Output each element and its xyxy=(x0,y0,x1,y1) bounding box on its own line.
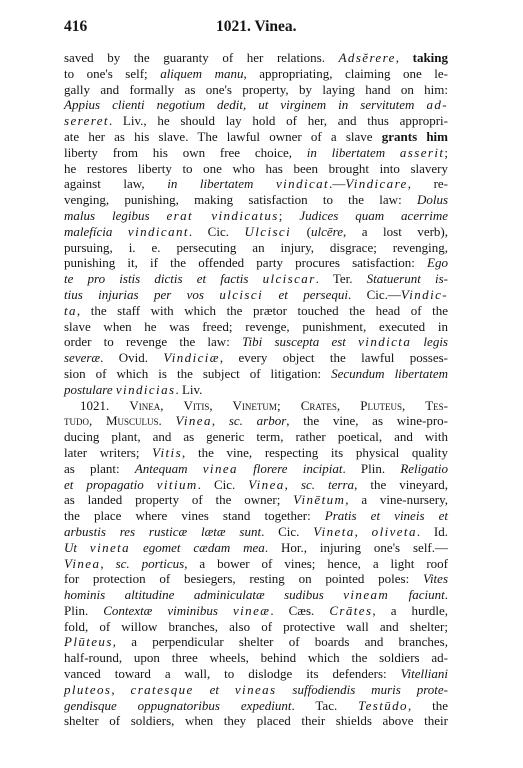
text-run: gally and formally as one's property, by laying hand on him: xyxy=(64,81,448,97)
text-line xyxy=(64,113,448,129)
text-line xyxy=(64,366,448,382)
text-line xyxy=(64,413,448,429)
text-run: grants him xyxy=(381,128,448,144)
text-run: , the vineyard, xyxy=(354,476,448,492)
text-run: ( xyxy=(291,223,311,239)
text-run: , xyxy=(111,681,131,697)
text-run: . Liv., he should lay hold of her, and thus appropri- xyxy=(108,113,448,129)
text-run: erat vindicatus xyxy=(166,207,279,223)
text-run: saved by the guaranty of her relations. xyxy=(64,50,339,65)
text-run: Musculus xyxy=(105,413,159,429)
text-run: . Liv. xyxy=(175,381,203,397)
text-run: . xyxy=(444,587,448,603)
text-run: hominis altitudine adminiculatæ sudibus xyxy=(64,587,344,603)
text-run: sion of which is the subject of litigation: xyxy=(64,365,332,381)
text-run: taking xyxy=(412,50,449,65)
text-run: vineas xyxy=(234,681,277,697)
text-run: severæ xyxy=(64,350,101,366)
text-run: .— xyxy=(329,176,346,192)
text-line xyxy=(64,240,448,256)
text-line xyxy=(64,666,448,682)
text-run: he restores liberty to one who has been brought into slavery xyxy=(64,160,448,176)
running-head: 1021. Vinea. xyxy=(216,18,297,35)
text-run: pursuing, i. e. persecuting an injury, disgrace; revenging, xyxy=(64,239,448,255)
text-line xyxy=(64,82,448,98)
text-run: venging, punishing, making satisfaction to the law: xyxy=(64,192,417,208)
text-run: ducing plant, and as generic term, rather poetical, and with xyxy=(64,429,448,445)
text-run: liberty from his own free choice, xyxy=(64,144,307,160)
text-run: ulcisci xyxy=(219,286,264,302)
text-run: pluteos xyxy=(64,681,112,697)
text-line xyxy=(64,334,448,350)
text-line xyxy=(64,650,448,666)
text-run: Ut xyxy=(64,539,90,555)
text-run: . Cic. xyxy=(197,476,249,492)
text-run: sc. terra xyxy=(300,476,355,492)
text-run: Secundum libertatem xyxy=(331,365,448,381)
text-line xyxy=(64,429,448,445)
text-line xyxy=(64,461,448,477)
text-run: later writers; xyxy=(64,444,153,460)
text-line xyxy=(64,619,448,635)
text-run: egomet cædam mea xyxy=(130,539,265,555)
text-run: . Id. xyxy=(416,523,448,539)
text-run: gendisque oppugnatoribus expediunt xyxy=(64,697,292,713)
text-run: . Hor., injuring one's self.— xyxy=(264,539,449,555)
text-line xyxy=(64,571,448,587)
text-run: suffodiendis muris prote- xyxy=(276,681,448,697)
text-run: , xyxy=(89,413,106,429)
text-run: Statuerunt is- xyxy=(366,271,448,287)
text-run: , xyxy=(284,476,301,492)
text-line xyxy=(64,287,448,303)
body-text xyxy=(64,50,448,729)
text-run: . Ter. xyxy=(315,271,367,287)
text-run: . xyxy=(158,413,176,429)
text-run: Plin. xyxy=(64,602,104,618)
text-line xyxy=(64,508,448,524)
text-line xyxy=(64,271,448,287)
text-run: sc. porticus xyxy=(115,555,185,571)
text-run: Vinētum xyxy=(293,492,346,508)
text-run: , the xyxy=(407,697,448,713)
text-run: ; xyxy=(276,397,301,413)
text-run: , a perpendicular shelter of boards and branches, xyxy=(112,634,448,650)
text-run: faciunt xyxy=(389,587,445,603)
text-run: tudo xyxy=(64,413,89,429)
text-run: in libertatem xyxy=(167,176,276,192)
text-line xyxy=(64,698,448,714)
text-run: Religatio xyxy=(400,460,448,476)
text-run: as plant: xyxy=(64,460,135,476)
text-line xyxy=(64,634,448,650)
text-line xyxy=(64,603,448,619)
text-run: Vindicare xyxy=(345,176,408,192)
text-line xyxy=(64,540,448,556)
text-run: Vitelliani xyxy=(400,666,448,682)
text-run: sc. arbor xyxy=(228,413,287,429)
text-run: florere incipiat xyxy=(237,460,343,476)
text-run: , xyxy=(211,413,229,429)
text-run: for protection of besiegers, resting on pointed poles: xyxy=(64,571,423,587)
text-run: against law, xyxy=(64,176,168,192)
text-line xyxy=(64,587,448,603)
page-header xyxy=(64,18,464,38)
text-run: arbustis res rusticæ lætæ sunt xyxy=(64,523,262,539)
text-run: ad- xyxy=(426,97,448,113)
text-line xyxy=(64,319,448,335)
text-run: , the vine, as wine-pro- xyxy=(286,413,448,429)
text-run: legis xyxy=(411,334,448,350)
text-run: malefícia xyxy=(64,223,128,239)
text-line xyxy=(64,556,448,572)
text-run: Crates, Pluteus, Tes- xyxy=(300,397,448,413)
text-run: half-round, upon three wheels, behind which the soldiers ad- xyxy=(64,650,448,666)
text-run: fold, of willow branches, also of protective wall and shelter; xyxy=(64,618,448,634)
text-run: vindicat xyxy=(275,176,330,192)
text-line xyxy=(64,129,448,145)
text-run: , xyxy=(354,523,372,539)
text-run: vinea xyxy=(202,460,238,476)
text-run: ta xyxy=(64,302,77,318)
text-run: as landed property of the owner; xyxy=(64,492,294,508)
text-run: ulcēre xyxy=(310,223,343,239)
text-run: Vindiciæ xyxy=(163,350,220,366)
text-run: , every object the lawful posses- xyxy=(219,350,448,366)
text-run: asserit xyxy=(399,144,445,160)
text-run: te pro istis dictis et factis xyxy=(64,271,263,287)
text-run: Adsĕrere xyxy=(338,50,396,65)
text-line xyxy=(64,192,448,208)
page-number: 416 xyxy=(64,18,88,35)
text-run: Appius clienti negotium dedit, ut virginem in servitutem xyxy=(64,97,427,113)
text-run: oliveta xyxy=(371,523,417,539)
text-run: shelter of soldiers, when they placed their shields above their xyxy=(64,713,448,729)
text-line xyxy=(64,145,448,161)
text-run: sereret xyxy=(64,113,109,129)
text-run: vitium xyxy=(156,476,198,492)
text-line xyxy=(64,97,448,113)
text-run: Ego xyxy=(427,255,448,271)
text-run: the place where vines stand together: xyxy=(64,508,325,524)
text-run: Judices quam acerrime xyxy=(299,207,448,223)
text-run: Vinea xyxy=(248,476,285,492)
text-run: in libertatem xyxy=(306,144,400,160)
text-line xyxy=(64,713,448,729)
text-run: vineta xyxy=(89,539,131,555)
text-run: punishing it, if the offended party procures satisfaction: xyxy=(64,255,428,271)
text-line xyxy=(64,398,448,414)
text-run: , a lost verb), xyxy=(342,223,448,239)
text-run: et propagatio xyxy=(64,476,157,492)
text-run: Crātes xyxy=(329,602,373,618)
text-run: Vites xyxy=(422,571,448,587)
text-run: , re- xyxy=(407,176,449,192)
text-line xyxy=(64,208,448,224)
text-line xyxy=(64,176,448,192)
text-run: Antequam xyxy=(134,460,203,476)
text-run: , xyxy=(395,50,413,65)
text-run: Dolus xyxy=(416,192,448,208)
text-run: , xyxy=(100,555,116,571)
text-run: , a hurdle, xyxy=(372,602,448,618)
text-run: ; xyxy=(278,207,300,223)
text-run: Vinea xyxy=(175,413,212,429)
text-run: . Tac. xyxy=(291,697,359,713)
text-run: , appropriating, claiming one le- xyxy=(243,65,448,81)
text-line xyxy=(64,66,448,82)
text-line xyxy=(64,477,448,493)
text-line xyxy=(64,445,448,461)
text-run: vindicta xyxy=(358,334,412,350)
text-run: malus legibus xyxy=(64,207,167,223)
text-run: aliquem manu xyxy=(160,65,244,81)
text-run: . Cic. xyxy=(261,523,314,539)
text-run: order to revenge the law: xyxy=(64,334,243,350)
text-run: ; xyxy=(444,144,449,160)
text-run: vindicant xyxy=(127,223,189,239)
text-run: . Ovid. xyxy=(100,350,164,366)
text-run: Vindic- xyxy=(400,286,448,302)
text-run: ate her as his slave. The lawful owner of a slave xyxy=(64,128,382,144)
text-run: Vineta xyxy=(313,523,355,539)
text-run: Vitis xyxy=(152,444,183,460)
text-run: vindicias xyxy=(115,381,176,397)
text-run: Contextæ viminibus xyxy=(103,602,233,618)
text-run: ulciscar xyxy=(262,271,316,287)
text-run: slave when he was freed; revenge, punishment, executed in xyxy=(64,318,448,334)
text-run: . Plin. xyxy=(342,460,401,476)
text-line xyxy=(64,224,448,240)
text-run: Vinea, Vitis, Vinetum xyxy=(129,397,277,413)
text-run: , the vine, respecting its physical quality xyxy=(182,444,448,460)
text-run: 1021. xyxy=(80,397,130,413)
text-run: Vinea xyxy=(64,555,101,571)
text-run: et persequi xyxy=(263,286,348,302)
text-run: Testūdo xyxy=(358,697,408,713)
text-line xyxy=(64,255,448,271)
text-line xyxy=(64,682,448,698)
text-line xyxy=(64,524,448,540)
text-run: , a bower of vines; hence, a light roof xyxy=(184,555,448,571)
text-line xyxy=(64,492,448,508)
text-line xyxy=(64,50,448,66)
text-run: to one's self; xyxy=(64,65,161,81)
text-run: cratesque xyxy=(130,681,194,697)
text-run: vineæ xyxy=(233,602,271,618)
text-run: postulare xyxy=(64,381,116,397)
text-line xyxy=(64,350,448,366)
text-run: . Cic.— xyxy=(347,286,401,302)
text-line xyxy=(64,161,448,177)
text-run: Pratis et vineis et xyxy=(324,508,448,524)
text-run: . Cic. xyxy=(188,223,245,239)
text-line xyxy=(64,382,448,398)
text-run: Ulcisci xyxy=(244,223,292,239)
text-run: Plūteus xyxy=(64,634,113,650)
text-run: . Cæs. xyxy=(270,602,330,618)
text-run: vanced toward a wall, to dislodge its defenders: xyxy=(64,666,401,682)
text-run: Tibi suscepta est xyxy=(242,334,359,350)
text-run: , a vine-nursery, xyxy=(345,492,448,508)
text-run: tius injurias per vos xyxy=(64,286,220,302)
text-run: vineam xyxy=(343,587,390,603)
text-run: et xyxy=(193,681,235,697)
text-run: , the staff with which the prætor touched the head of the xyxy=(76,302,448,318)
text-line xyxy=(64,303,448,319)
